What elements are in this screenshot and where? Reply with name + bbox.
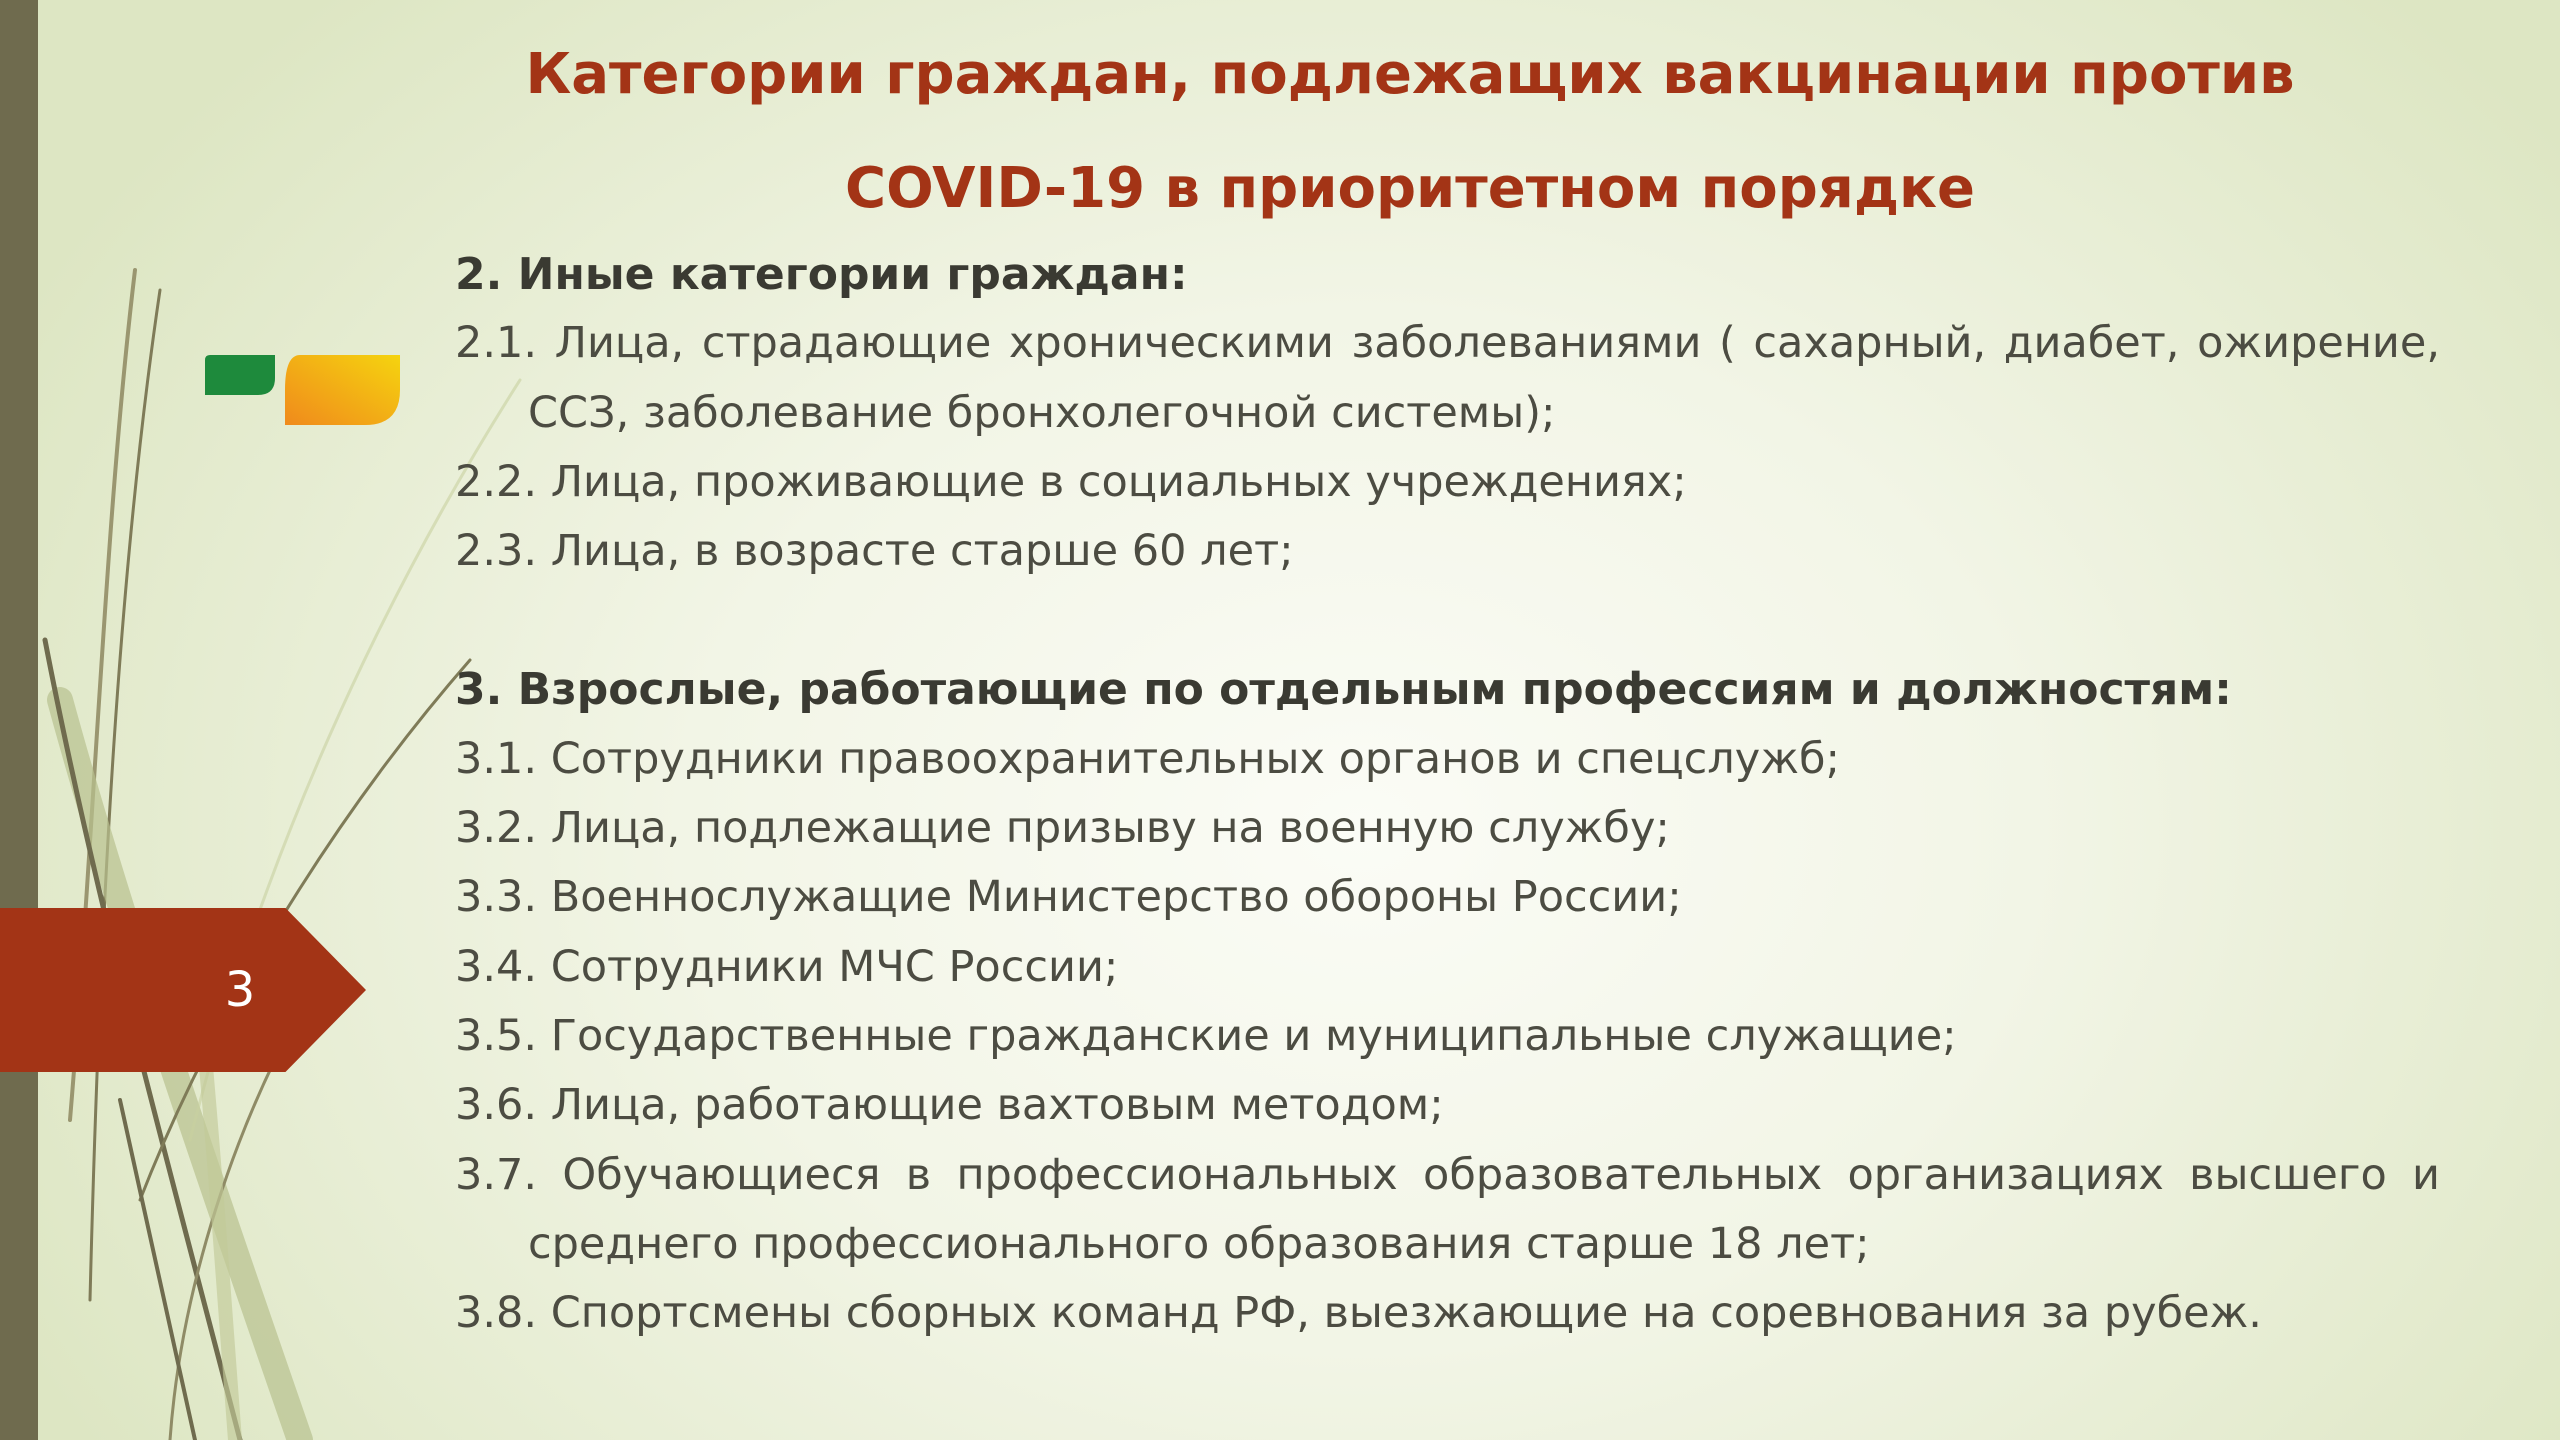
list-item: 3.5. Государственные гражданские и муниципальные служащие; [455, 1010, 1957, 1061]
list-item: 3.4. Сотрудники МЧС России; [455, 941, 1119, 992]
list-item: 2.3. Лица, в возрасте старше 60 лет; [455, 526, 1294, 577]
list-item: 3.2. Лица, подлежащие призыву на военную службу; [455, 803, 1670, 854]
leaf-logo-icon [205, 355, 400, 425]
list-item: 3.1. Сотрудники правоохранительных органов и спецслужб; [455, 733, 1840, 784]
section-heading: 3. Взрослые, работающие по отдельным профессиям и должностям: [455, 664, 2232, 716]
list-item: 2.2. Лица, проживающие в социальных учреждениях; [455, 456, 1687, 507]
slide-content [455, 240, 2440, 1348]
page-number: 3 [224, 962, 256, 1018]
section-heading: 2. Иные категории граждан: [455, 249, 1188, 300]
list-item: 3.3. Военнослужащие Министерство обороны России; [455, 872, 1682, 923]
list-item: 3.7. Обучающиеся в профессиональных образовательных организациях высшего и среднего профессионального образования старше 18 лет; [455, 1149, 2440, 1269]
list-item: 3.8. Спортсмены сборных команд РФ, выезжающие на соревнования за рубеж. [455, 1288, 2262, 1339]
list-item: 3.6. Лица, работающие вахтовым методом; [455, 1080, 1444, 1131]
list-item: 2.1. Лица, страдающие хроническими заболеваниями ( сахарный, диабет, ожирение, ССЗ, заболевание бронхолегочной системы); [455, 318, 2440, 438]
slide-title: Категории граждан, подлежащих вакцинации против COVID-19 в приоритетном порядке [525, 42, 2295, 221]
section-spacer [455, 586, 2440, 655]
